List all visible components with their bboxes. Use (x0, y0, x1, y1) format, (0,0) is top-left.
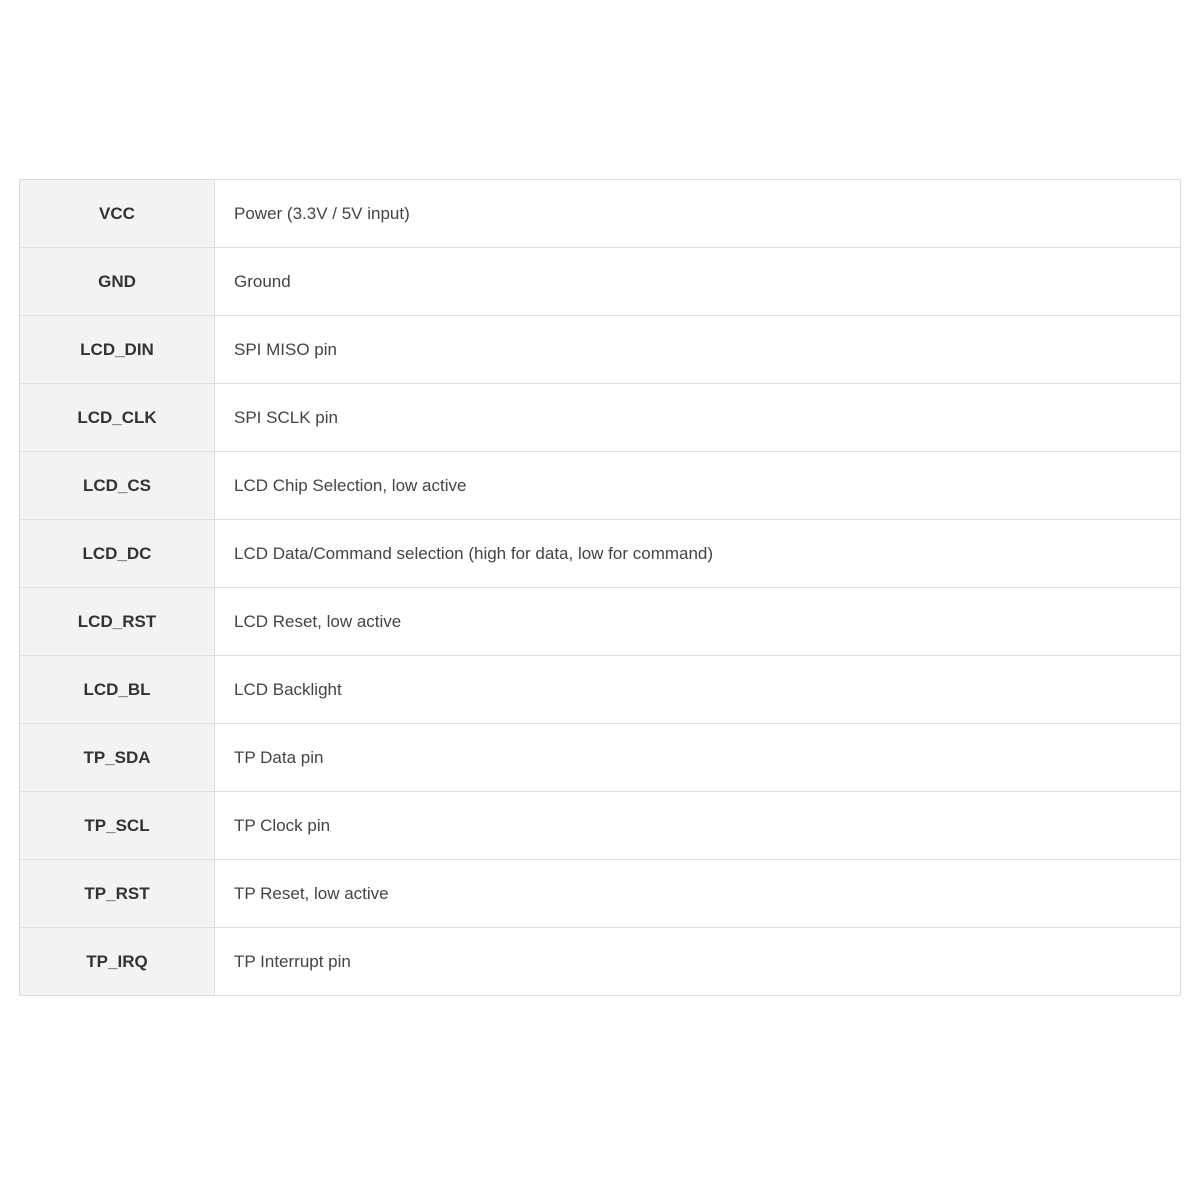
pin-name-cell: LCD_DIN (20, 316, 215, 384)
pin-table-body (20, 180, 1181, 996)
pin-name-cell: LCD_CS (20, 452, 215, 520)
table-row (20, 792, 1181, 860)
table-row (20, 316, 1181, 384)
table-row (20, 180, 1181, 248)
pin-description-cell: Ground (215, 248, 1181, 316)
pin-name-cell: LCD_DC (20, 520, 215, 588)
pin-description-cell: SPI SCLK pin (215, 384, 1181, 452)
table-row (20, 248, 1181, 316)
table-row (20, 724, 1181, 792)
table-row (20, 452, 1181, 520)
table-row (20, 588, 1181, 656)
pin-description-cell: TP Clock pin (215, 792, 1181, 860)
table-row (20, 656, 1181, 724)
pin-description-cell: TP Data pin (215, 724, 1181, 792)
pin-name-cell: LCD_BL (20, 656, 215, 724)
pin-name-cell: TP_IRQ (20, 928, 215, 996)
table-row (20, 928, 1181, 996)
table-row (20, 520, 1181, 588)
pin-description-cell: TP Interrupt pin (215, 928, 1181, 996)
pin-name-cell: TP_SCL (20, 792, 215, 860)
pin-name-cell: LCD_CLK (20, 384, 215, 452)
pin-description-cell: Power (3.3V / 5V input) (215, 180, 1181, 248)
pin-description-cell: LCD Backlight (215, 656, 1181, 724)
pin-description-cell: LCD Data/Command selection (high for data, low for command) (215, 520, 1181, 588)
pin-description-cell: SPI MISO pin (215, 316, 1181, 384)
table-row (20, 384, 1181, 452)
pin-name-cell: VCC (20, 180, 215, 248)
pin-description-cell: LCD Chip Selection, low active (215, 452, 1181, 520)
pin-name-cell: LCD_RST (20, 588, 215, 656)
pin-name-cell: GND (20, 248, 215, 316)
pin-name-cell: TP_SDA (20, 724, 215, 792)
pin-name-cell: TP_RST (20, 860, 215, 928)
pin-description-cell: LCD Reset, low active (215, 588, 1181, 656)
pin-table (19, 179, 1181, 996)
table-row (20, 860, 1181, 928)
pin-description-cell: TP Reset, low active (215, 860, 1181, 928)
